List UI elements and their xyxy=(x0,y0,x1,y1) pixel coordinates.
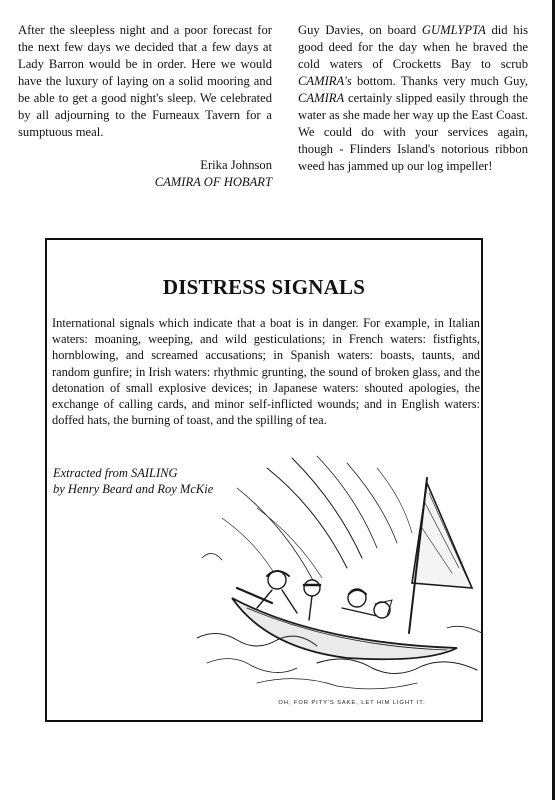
signature xyxy=(18,157,272,191)
boat-name-camira: CAMIRA xyxy=(298,91,345,105)
right-text-3: bottom. Thanks very much Guy, xyxy=(351,74,528,88)
distress-title: DISTRESS SIGNALS xyxy=(162,275,366,299)
boat-name-camiras: CAMIRA's xyxy=(298,74,352,88)
right-text-2: did his good deed for the day when he braved the cold waters of Crocketts Bay to scrub xyxy=(298,23,528,71)
right-text-1: Guy Davies, on board xyxy=(298,23,422,37)
right-text-4: certainly slipped easily through the water as she made her way up the East Coast. We could do with your services again, though - Flinders Island's notorious ribbon weed has jammed up our log impeller! xyxy=(298,91,528,173)
signature-ship: CAMIRA OF HOBART xyxy=(154,175,272,189)
left-column xyxy=(18,22,272,191)
source-credit xyxy=(53,465,213,497)
left-paragraph: After the sleepless night and a poor forecast for the next few days we decided that a few days at Lady Barron would be in order. Here we would have the luxury of laying on a solid mooring and be able to get a good night's sleep. We celebrated by all adjourning to the Furneaux Tavern for a sumptuous meal. xyxy=(18,23,272,139)
distress-signals-box xyxy=(45,238,483,722)
sailboat-cartoon-illustration xyxy=(197,448,487,693)
illustration-caption: OH, FOR PITY'S SAKE, LET HIM LIGHT IT. xyxy=(278,700,426,706)
signature-name: Erika Johnson xyxy=(200,158,272,172)
credit-line-2: by Henry Beard and Roy McKie xyxy=(53,482,214,496)
boat-name-gumlypta: GUMLYPTA xyxy=(421,23,486,37)
credit-line-1: Extracted from SAILING xyxy=(53,466,178,480)
right-column xyxy=(298,22,528,175)
right-paragraph xyxy=(298,22,528,175)
distress-body: International signals which indicate that a boat is in danger. For example, in Italian waters: moaning, weeping, and wild gesticulations; in French waters: fistfights, hornblowing, and screamed accusations; in Spanish waters: boasts, taunts, and random gunfire; in Irish waters: rhythmic grunting, the sound of broken glass, and the detonation of small explosive devices; in Japanese waters: shouted apologies, the exchange of calling cards, and minor self-inflicted wounds; and in English waters: doffed hats, the burning of toast, and the spilling of tea. xyxy=(52,316,480,428)
